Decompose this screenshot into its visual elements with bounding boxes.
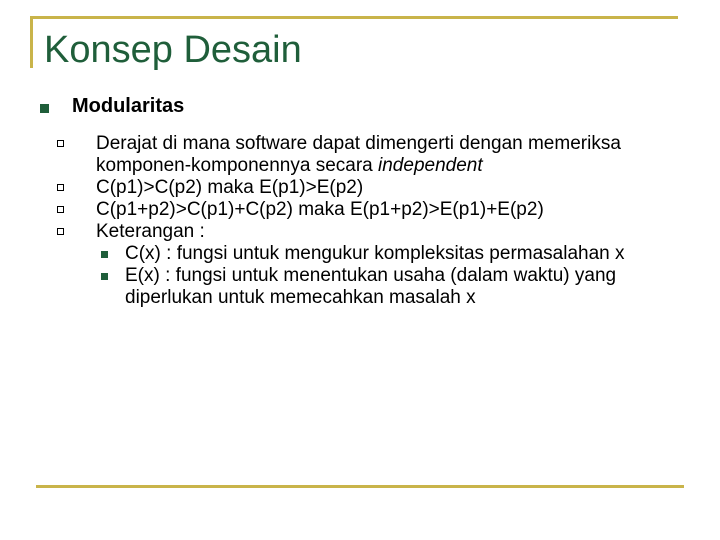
sub-bullet-text: Derajat di mana software dapat dimengerti dengan memeriksa komponen-komponennya secara <box>96 133 621 176</box>
sub-bullet-item <box>40 133 680 177</box>
frame-left-line <box>30 16 33 68</box>
nested-bullet-text: C(x) : fungsi untuk mengukur kompleksitas permasalahan x <box>125 243 625 264</box>
frame-bottom-line <box>36 485 684 488</box>
sub-bullet-item <box>40 221 680 243</box>
nested-bullet-list <box>40 243 680 309</box>
sub-bullet-text: Keterangan : <box>96 221 205 242</box>
bullet-label: Modularitas <box>72 95 185 117</box>
hollow-box-icon <box>57 140 64 147</box>
frame-top-line <box>30 16 678 19</box>
slide-title: Konsep Desain <box>44 29 302 71</box>
hollow-box-icon <box>57 184 64 191</box>
sub-bullet-list <box>40 133 680 309</box>
sub-bullet-italic-text: independent <box>378 155 483 176</box>
sub-bullet-text: C(p1+p2)>C(p1)+C(p2) maka E(p1+p2)>E(p1)+E(p2) <box>96 199 544 220</box>
sub-bullet-item <box>40 199 680 221</box>
filled-square-icon <box>101 251 108 258</box>
filled-square-icon <box>101 273 108 280</box>
sub-bullet-item <box>40 177 680 199</box>
nested-bullet-item <box>40 265 680 309</box>
nested-bullet-text: E(x) : fungsi untuk menentukan usaha (dalam waktu) yang diperlukan untuk memecahkan masalah x <box>125 265 617 308</box>
hollow-box-icon <box>57 206 64 213</box>
bullet-modularitas <box>40 94 680 118</box>
nested-bullet-item <box>40 243 680 265</box>
slide-content <box>40 94 680 309</box>
hollow-box-icon <box>57 228 64 235</box>
sub-bullet-text: C(p1)>C(p2) maka E(p1)>E(p2) <box>96 177 364 198</box>
filled-square-icon <box>40 104 49 113</box>
